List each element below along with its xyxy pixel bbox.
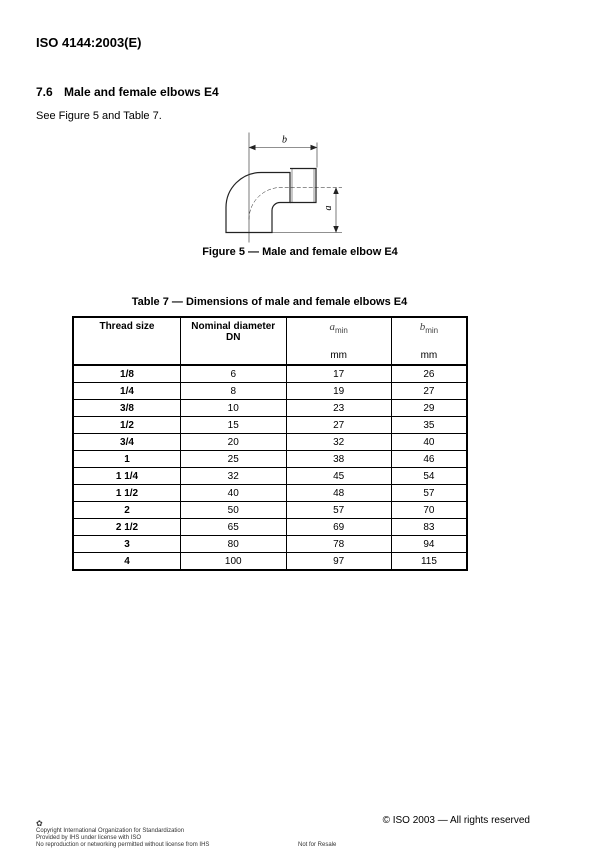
cell-b-min: 54 bbox=[391, 468, 467, 485]
cell-nominal-diameter: 80 bbox=[180, 536, 286, 553]
cell-b-min: 83 bbox=[391, 519, 467, 536]
dimensions-table bbox=[72, 316, 468, 571]
cell-thread-size: 2 1/2 bbox=[73, 519, 180, 536]
cell-thread-size: 4 bbox=[73, 553, 180, 571]
header-b-min bbox=[391, 317, 467, 347]
dimension-label-a: a bbox=[323, 205, 334, 211]
symbol-b: b bbox=[419, 321, 426, 333]
document-id: ISO 4144:2003(E) bbox=[36, 35, 142, 50]
table-row bbox=[73, 536, 467, 553]
symbol-a: a bbox=[329, 321, 335, 333]
cell-thread-size: 1/8 bbox=[73, 365, 180, 383]
cell-thread-size: 1/4 bbox=[73, 383, 180, 400]
cell-a-min: 57 bbox=[286, 502, 391, 519]
cell-b-min: 70 bbox=[391, 502, 467, 519]
cell-a-min: 17 bbox=[286, 365, 391, 383]
subscript-min: min bbox=[425, 326, 439, 336]
cell-b-min: 57 bbox=[391, 485, 467, 502]
unit-a: mm bbox=[286, 347, 391, 365]
cell-nominal-diameter: 25 bbox=[180, 451, 286, 468]
iso-flower-icon: ✿ bbox=[36, 819, 43, 828]
cell-b-min: 29 bbox=[391, 400, 467, 417]
table-row bbox=[73, 519, 467, 536]
cell-a-min: 48 bbox=[286, 485, 391, 502]
cell-thread-size: 1 bbox=[73, 451, 180, 468]
section-number: 7.6 bbox=[36, 85, 53, 99]
copyright-notice: © ISO 2003 — All rights reserved bbox=[382, 815, 530, 826]
cell-nominal-diameter: 50 bbox=[180, 502, 286, 519]
cell-b-min: 35 bbox=[391, 417, 467, 434]
cell-a-min: 19 bbox=[286, 383, 391, 400]
table-row bbox=[73, 485, 467, 502]
cell-nominal-diameter: 15 bbox=[180, 417, 286, 434]
cell-a-min: 97 bbox=[286, 553, 391, 571]
table-caption: Table 7 — Dimensions of male and female elbows E4 bbox=[131, 296, 408, 308]
section-heading bbox=[36, 85, 219, 99]
cell-thread-size: 3 bbox=[73, 536, 180, 553]
cell-nominal-diameter: 100 bbox=[180, 553, 286, 571]
cell-thread-size: 3/4 bbox=[73, 434, 180, 451]
table-row bbox=[73, 434, 467, 451]
table-row bbox=[73, 553, 467, 571]
cell-b-min: 40 bbox=[391, 434, 467, 451]
cell-b-min: 46 bbox=[391, 451, 467, 468]
cell-thread-size: 3/8 bbox=[73, 400, 180, 417]
cell-b-min: 94 bbox=[391, 536, 467, 553]
cell-nominal-diameter: 6 bbox=[180, 365, 286, 383]
cell-nominal-diameter: 10 bbox=[180, 400, 286, 417]
cell-nominal-diameter: 20 bbox=[180, 434, 286, 451]
cell-a-min: 27 bbox=[286, 417, 391, 434]
table-row bbox=[73, 468, 467, 485]
cell-a-min: 45 bbox=[286, 468, 391, 485]
cell-nominal-diameter: 8 bbox=[180, 383, 286, 400]
cell-a-min: 32 bbox=[286, 434, 391, 451]
table-row bbox=[73, 502, 467, 519]
subscript-min: min bbox=[334, 326, 348, 336]
cell-thread-size: 2 bbox=[73, 502, 180, 519]
elbow-figure bbox=[200, 120, 360, 245]
cell-nominal-diameter: 40 bbox=[180, 485, 286, 502]
footer-license bbox=[36, 820, 209, 849]
footer-line1: Copyright International Organization for Standardization bbox=[36, 828, 185, 834]
cell-b-min: 27 bbox=[391, 383, 467, 400]
header-nominal-line1: Nominal diameter bbox=[191, 321, 276, 332]
table-row bbox=[73, 400, 467, 417]
header-nominal-diameter bbox=[180, 317, 286, 365]
unit-b: mm bbox=[391, 347, 467, 365]
cell-b-min: 115 bbox=[391, 553, 467, 571]
header-nominal-line2: DN bbox=[226, 332, 241, 343]
not-for-resale: Not for Resale bbox=[298, 842, 337, 848]
table-row bbox=[73, 417, 467, 434]
cell-thread-size: 1/2 bbox=[73, 417, 180, 434]
cell-thread-size: 1 1/2 bbox=[73, 485, 180, 502]
figure-caption: Figure 5 — Male and female elbow E4 bbox=[202, 246, 398, 258]
footer-line3: No reproduction or networking permitted without license from IHS bbox=[36, 842, 210, 848]
header-thread-size: Thread size bbox=[73, 317, 180, 365]
dimension-label-b: b bbox=[282, 134, 287, 146]
cell-a-min: 23 bbox=[286, 400, 391, 417]
cell-a-min: 78 bbox=[286, 536, 391, 553]
cell-a-min: 38 bbox=[286, 451, 391, 468]
reference-text: See Figure 5 and Table 7. bbox=[36, 110, 162, 122]
table-row bbox=[73, 365, 467, 383]
cell-thread-size: 1 1/4 bbox=[73, 468, 180, 485]
cell-nominal-diameter: 65 bbox=[180, 519, 286, 536]
cell-nominal-diameter: 32 bbox=[180, 468, 286, 485]
cell-b-min: 26 bbox=[391, 365, 467, 383]
table-row bbox=[73, 383, 467, 400]
header-a-min bbox=[286, 317, 391, 347]
table-row bbox=[73, 451, 467, 468]
section-title: Male and female elbows E4 bbox=[64, 85, 219, 99]
cell-a-min: 69 bbox=[286, 519, 391, 536]
footer-line2: Provided by IHS under license with ISO bbox=[36, 835, 142, 841]
